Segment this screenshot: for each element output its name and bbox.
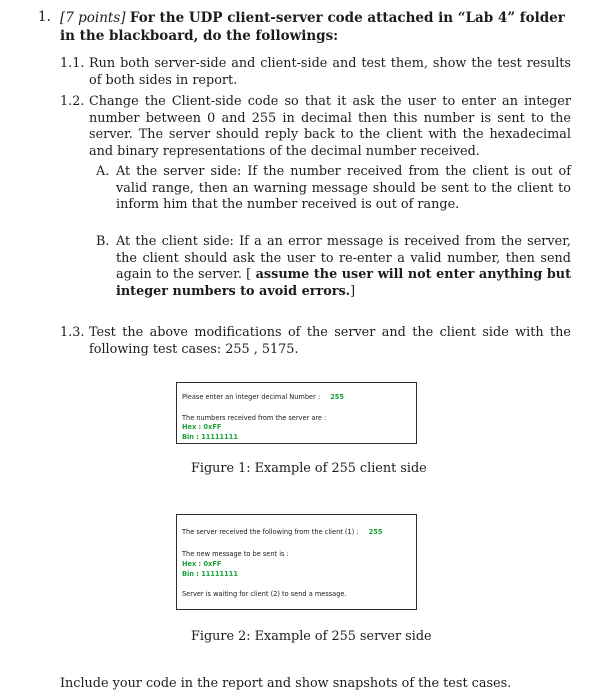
question-title: For the UDP client-server code attached in “Lab 4” folder in the blackboard, do the followings: bbox=[60, 10, 565, 44]
figure-2-caption: Figure 2: Example of 255 server side bbox=[191, 629, 432, 644]
fig2-received-value: 255 bbox=[368, 528, 383, 536]
item-1-1-number: 1.1. bbox=[60, 56, 85, 71]
fig2-bin: Bin : 11111111 bbox=[182, 570, 238, 578]
footer-instruction: Include your code in the report and show snapshots of the test cases. bbox=[60, 676, 512, 691]
figure-1-caption: Figure 1: Example of 255 client side bbox=[191, 461, 427, 476]
figure-1-client-output bbox=[176, 382, 417, 444]
question-number: 1. bbox=[38, 9, 51, 25]
fig1-prompt-line bbox=[182, 393, 344, 401]
item-a-label: A. bbox=[96, 164, 110, 179]
item-b-label: B. bbox=[96, 234, 110, 249]
fig2-waiting: Server is waiting for client (2) to send a message. bbox=[182, 590, 347, 598]
fig2-hex: Hex : 0xFF bbox=[182, 560, 222, 568]
fig1-bin: Bin : 11111111 bbox=[182, 433, 238, 441]
fig1-prompt-value: 255 bbox=[330, 393, 344, 401]
item-1-3-number: 1.3. bbox=[60, 325, 85, 340]
item-b-bracket-open: [ bbox=[246, 267, 252, 282]
fig2-received-line bbox=[182, 528, 382, 536]
fig1-hex: Hex : 0xFF bbox=[182, 423, 222, 431]
item-a-text: At the server side: If the number received from the client is out of valid range, then an warning message should be sent to the client to inform him that the number received is out of range. bbox=[116, 164, 571, 212]
fig2-new-message: The new message to be sent is : bbox=[182, 550, 289, 558]
question-heading bbox=[60, 9, 580, 45]
item-b-bracket-close: ] bbox=[350, 283, 356, 299]
fig2-received: The server received the following from the client (1) : bbox=[182, 528, 359, 536]
item-1-3-text: Test the above modifications of the server and the client side with the following test cases: 255 , 5175. bbox=[89, 325, 571, 357]
item-b-text bbox=[116, 234, 571, 300]
fig1-prompt: Please enter an integer decimal Number : bbox=[182, 393, 321, 401]
fig1-received: The numbers received from the server are : bbox=[182, 414, 327, 422]
item-1-1-text: Run both server-side and client-side and test them, show the test results of both sides in report. bbox=[89, 56, 571, 88]
item-b-assumption: assume the user will not enter anything but integer numbers to avoid errors. bbox=[116, 267, 571, 299]
figure-2-server-output bbox=[176, 514, 417, 610]
question-points: [7 points] bbox=[60, 10, 126, 26]
item-1-2-text: Change the Client-side code so that it ask the user to enter an integer number between 0 and 255 in decimal then this number is sent to the server. The server should reply back to the client with the hexadecimal and binary representations of the decimal number received. bbox=[89, 94, 571, 159]
item-1-2-number: 1.2. bbox=[60, 94, 85, 109]
item-b-body: At the client side: If a an error message is received from the server, the client should ask the user to re-enter a valid number, then send again to the server. bbox=[116, 234, 571, 282]
